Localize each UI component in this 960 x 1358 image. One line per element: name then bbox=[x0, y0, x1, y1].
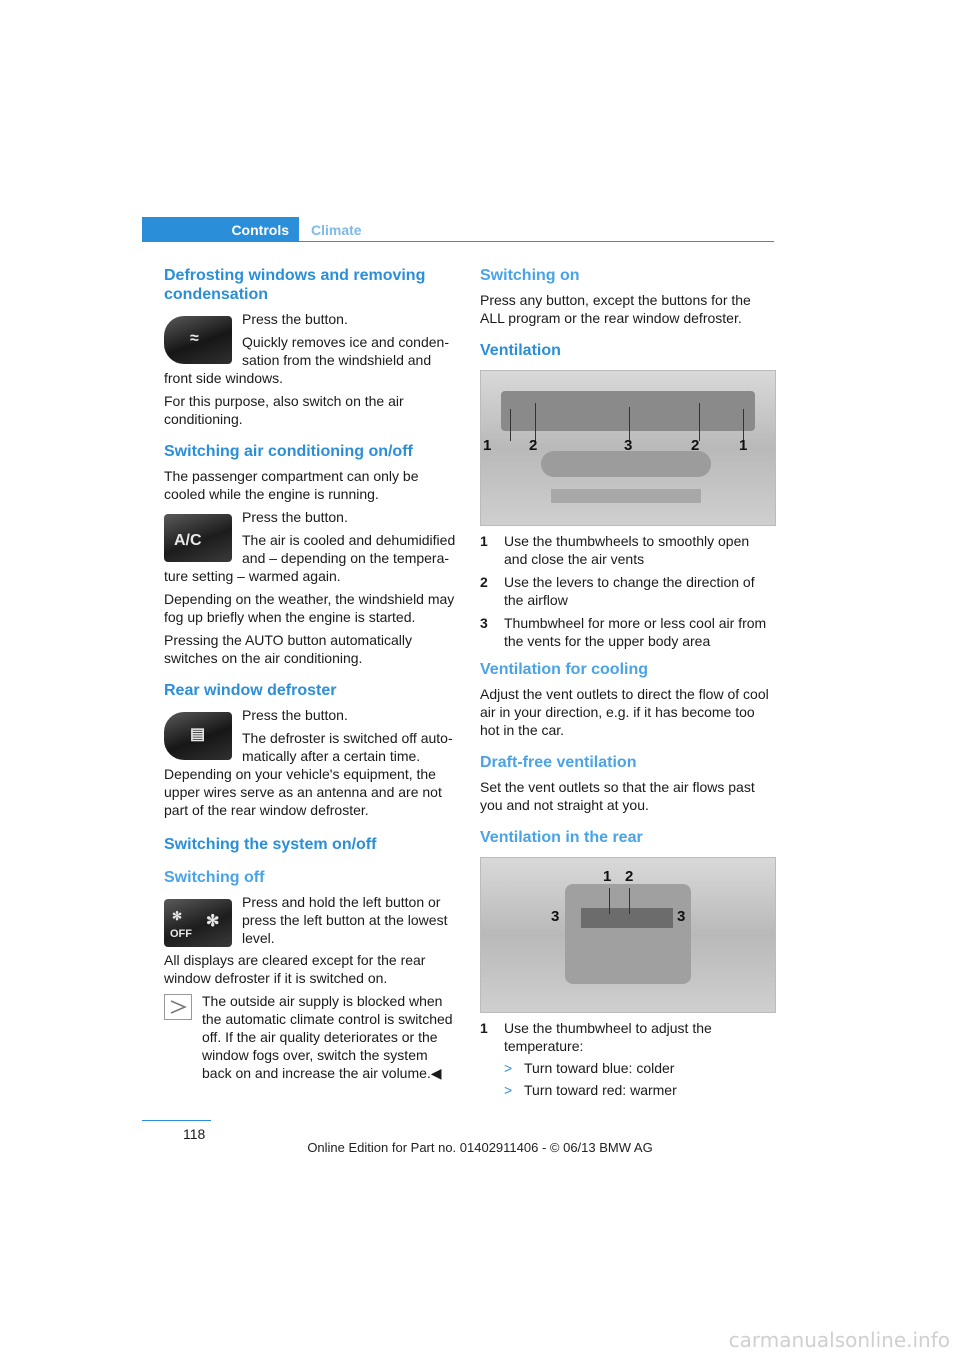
rear-vent-heading: Ventilation in the rear bbox=[480, 829, 643, 846]
defrost-text-2: Quickly removes ice and conden-sation from the windshield and bbox=[242, 334, 449, 368]
rear-callout-3b: 3 bbox=[677, 908, 686, 925]
defrost-button-icon: ≈ bbox=[164, 316, 232, 364]
off-button-label: OFF bbox=[170, 928, 192, 940]
center-console bbox=[565, 884, 691, 984]
draft-text: Set the vent outlets so that the air flows past you and not straight at you. bbox=[480, 779, 755, 813]
list-item: > Turn toward blue: colder bbox=[504, 1060, 675, 1076]
temperature-sublist bbox=[504, 1059, 772, 1099]
list-item: 1 Use the thumbwheel to adjust the temperature: > Turn toward blue: colder > Turn toward red: warmer bbox=[480, 1019, 772, 1099]
list-item: 3 Thumbwheel for more or less cool air from the vents for the upper body area bbox=[480, 615, 767, 649]
defrost-text-3: front side windows. bbox=[164, 370, 284, 386]
cooling-heading: Ventilation for cooling bbox=[480, 661, 648, 678]
ac-block bbox=[164, 508, 456, 567]
page-number-rule bbox=[142, 1120, 211, 1121]
subsection-label: Climate bbox=[311, 222, 362, 238]
rear-defrost-text-1: Press the button. bbox=[242, 707, 348, 723]
off-block bbox=[164, 893, 456, 951]
off-text-1: Press and hold the left button or press the left button at the lowest level. bbox=[242, 894, 448, 946]
rear-defrost-block bbox=[164, 706, 456, 765]
page-number: 118 bbox=[183, 1126, 206, 1142]
vent-panel bbox=[501, 391, 755, 431]
ac-text-1: Press the button. bbox=[242, 509, 348, 525]
caution-triangle-icon bbox=[164, 994, 192, 1020]
draft-heading: Draft-free ventilation bbox=[480, 754, 637, 771]
rear-defrost-text-2: The defroster is switched off auto-matically after a certain time. bbox=[242, 730, 453, 764]
rear-defrost-button-icon: ▤ bbox=[164, 712, 232, 760]
ac-heading: Switching air conditioning on/off bbox=[164, 443, 413, 460]
switching-on-text: Press any button, except the buttons for the ALL program or the rear window defroster. bbox=[480, 292, 751, 326]
defrost-heading: Defrosting windows and removing condensation bbox=[164, 267, 426, 303]
ventilation-photo bbox=[480, 370, 776, 526]
radio-slot bbox=[551, 489, 701, 503]
list-item: > Turn toward red: warmer bbox=[504, 1082, 677, 1098]
ac-text-0: The passenger compartment can only be cooled while the engine is running. bbox=[164, 468, 419, 502]
rear-vent-photo bbox=[480, 857, 776, 1013]
ac-text-5: Pressing the AUTO button automatically switches on the air conditioning. bbox=[164, 632, 412, 666]
footer-text: Online Edition for Part no. 01402911406 - © 06/13 BMW AG bbox=[307, 1140, 653, 1155]
vent-callout-2b: 2 bbox=[691, 437, 700, 454]
ac-text-3: ture setting – warmed again. bbox=[164, 568, 341, 584]
ac-button-icon bbox=[164, 514, 232, 562]
defrost-text-1: Press the button. bbox=[242, 311, 348, 327]
switching-off-heading: Switching off bbox=[164, 869, 265, 886]
switching-on-heading: Switching on bbox=[480, 267, 580, 284]
note-text: The outside air supply is blocked when the automatic climate control is switched off. If the air quality deteriorates or the window fogs over, switch the system back on and increase the air volume.◀ bbox=[202, 993, 453, 1081]
rear-vent-list bbox=[480, 1019, 772, 1099]
off-text-2: All displays are cleared except for the rear window defroster if it is switched on. bbox=[164, 952, 426, 986]
rear-callout-2: 2 bbox=[625, 868, 634, 885]
system-heading: Switching the system on/off bbox=[164, 836, 377, 853]
ac-button-label: A/C bbox=[174, 532, 202, 549]
list-item: 2 Use the levers to change the direction of the airflow bbox=[480, 574, 755, 608]
off-button-icon: ✻ OFF ✻ bbox=[164, 899, 232, 947]
vent-callout-1a: 1 bbox=[483, 437, 492, 454]
rear-vent-outlet bbox=[581, 908, 673, 928]
right-column bbox=[480, 266, 772, 1109]
ventilation-heading: Ventilation bbox=[480, 342, 561, 359]
note-block bbox=[164, 992, 456, 1082]
watermark: carmanualsonline.info bbox=[728, 1328, 950, 1352]
rear-callout-3a: 3 bbox=[551, 908, 560, 925]
defrost-block bbox=[164, 310, 456, 369]
left-column bbox=[164, 266, 456, 1087]
cooling-text: Adjust the vent outlets to direct the flow of cool air in your direction, e.g. if it has become too hot in the car. bbox=[480, 686, 769, 738]
ac-text-2: The air is cooled and dehumidified and – depending on the tempera- bbox=[242, 532, 456, 566]
ventilation-list bbox=[480, 532, 772, 650]
vent-callout-3: 3 bbox=[624, 437, 633, 454]
header-divider bbox=[142, 241, 774, 242]
section-tab bbox=[142, 217, 299, 242]
section-label: Controls bbox=[231, 221, 289, 238]
rear-defrost-heading: Rear window defroster bbox=[164, 682, 337, 699]
list-item: 1 Use the thumbwheels to smoothly open and close the air vents bbox=[480, 533, 750, 567]
rear-defrost-text-3: Depending on your vehicle's equipment, the upper wires serve as an antenna and are not part of the rear window defroster. bbox=[164, 766, 442, 818]
vent-callout-2a: 2 bbox=[529, 437, 538, 454]
vent-callout-1b: 1 bbox=[739, 437, 748, 454]
rear-callout-1: 1 bbox=[603, 868, 612, 885]
defrost-text-4: For this purpose, also switch on the air conditioning. bbox=[164, 393, 404, 427]
ac-text-4: Depending on the weather, the windshield may fog up briefly when the engine is started. bbox=[164, 591, 455, 625]
